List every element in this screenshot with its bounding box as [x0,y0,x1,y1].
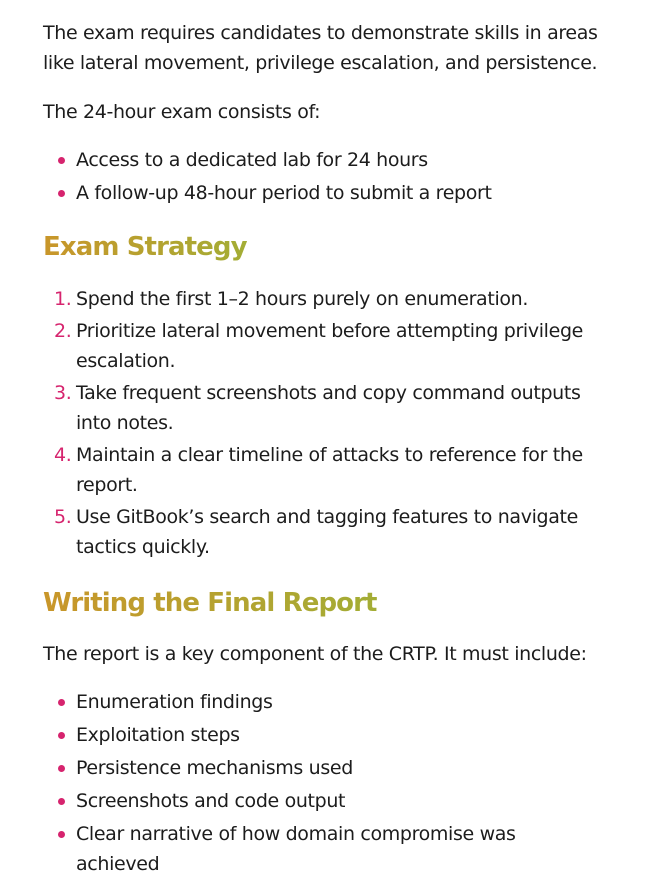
strategy-steps-list [43,284,603,562]
list-item [43,687,603,717]
step-text: Maintain a clear timeline of attacks to reference for the report. [76,444,583,496]
bullet-icon [58,798,65,805]
step-number: 3. [54,382,72,404]
step-number: 2. [54,320,72,342]
step-text: Take frequent screenshots and copy command outputs into notes. [76,382,581,434]
bullet-icon [58,157,65,164]
bullet-icon [58,190,65,197]
list-item-text: Enumeration findings [76,691,273,713]
list-item-text: Exploitation steps [76,724,240,746]
exam-strategy-heading: Exam Strategy [43,232,247,262]
list-item [43,145,603,175]
bullet-icon [58,765,65,772]
bullet-icon [58,699,65,706]
list-item [43,440,603,500]
step-number: 4. [54,444,72,466]
report-requirements-list [43,687,603,879]
intro-paragraph: The exam requires candidates to demonstrate skills in areas like lateral movement, privilege escalation, and persistence. [43,22,598,74]
article-content [43,18,603,882]
list-item [43,753,603,783]
final-report-heading: Writing the Final Report [43,588,377,618]
step-text: Spend the first 1–2 hours purely on enumeration. [76,288,529,310]
step-number: 5. [54,506,72,528]
bullet-icon [58,732,65,739]
list-item [43,502,603,562]
list-item [43,316,603,376]
list-item [43,178,603,208]
list-item-text: Access to a dedicated lab for 24 hours [76,149,428,171]
step-text: Prioritize lateral movement before attempting privilege escalation. [76,320,583,372]
list-item [43,378,603,438]
step-number: 1. [54,288,72,310]
report-paragraph: The report is a key component of the CRTP. It must include: [43,643,587,665]
list-item-text: Persistence mechanisms used [76,757,353,779]
list-item [43,284,603,314]
list-item [43,720,603,750]
step-text: Use GitBook’s search and tagging features to navigate tactics quickly. [76,506,578,558]
list-item [43,819,603,879]
list-item-text: Screenshots and code output [76,790,346,812]
list-item [43,786,603,816]
exam-components-list [43,145,603,208]
exam-consists-paragraph: The 24-hour exam consists of: [43,101,321,123]
list-item-text: A follow-up 48-hour period to submit a report [76,182,492,204]
list-item-text: Clear narrative of how domain compromise was achieved [76,823,516,875]
bullet-icon [58,831,65,838]
